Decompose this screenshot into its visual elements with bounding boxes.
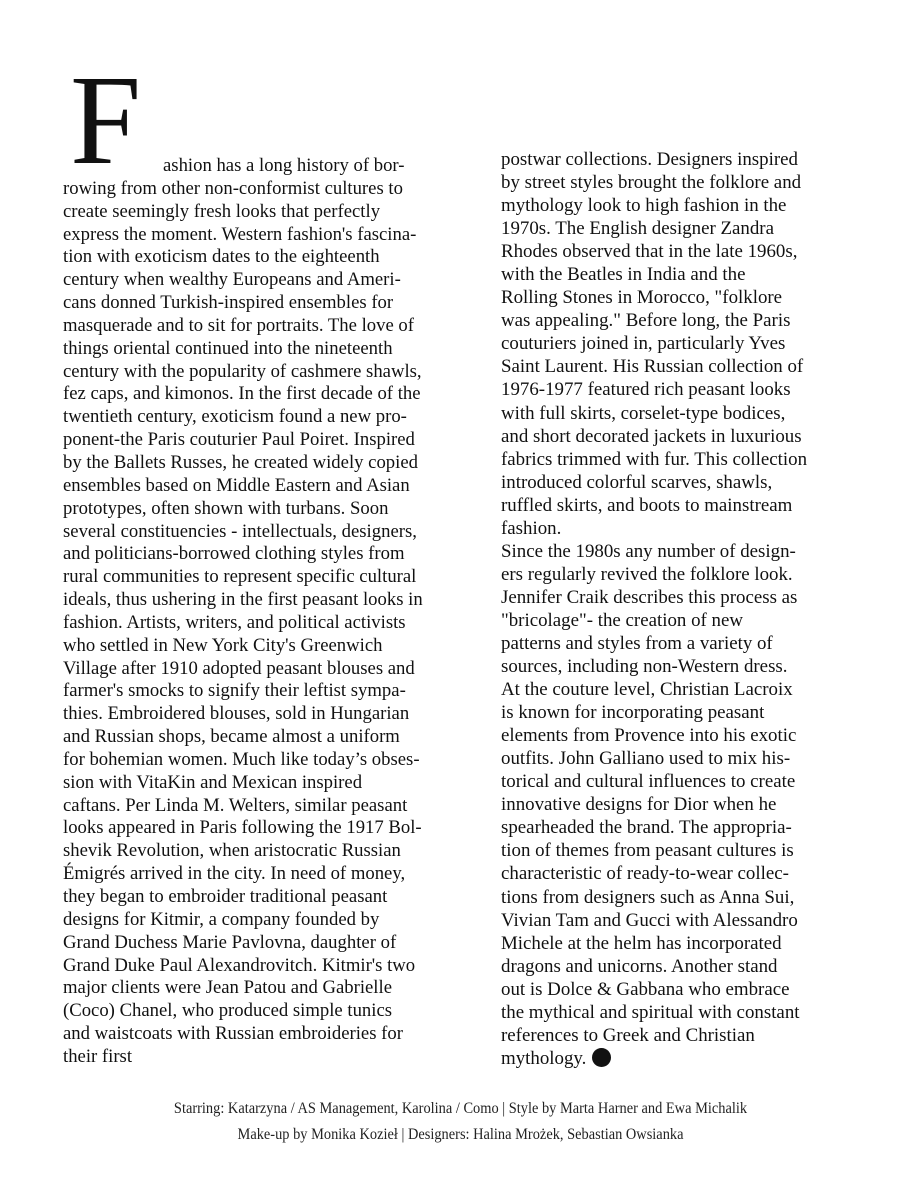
text-line: At the couture level, Christian Lacroix [501,679,793,701]
text-line: ideals, thus ushering in the first peasant looks in [63,589,423,611]
text-line: ers regularly revived the folklore look. [501,563,793,585]
text-line: is known for incorporating peasant [501,702,765,724]
text-line: tion of themes from peasant cultures is [501,840,794,862]
text-line: postwar collections. Designers inspired [501,149,798,170]
text-line: the mythical and spiritual with constant [501,1001,800,1023]
text-line: looks appeared in Paris following the 1917 Bol- [63,817,422,839]
drop-cap: F [70,49,142,191]
text-line: who settled in New York City's Greenwich [63,634,383,656]
text-line: fabrics trimmed with fur. This collection [501,448,808,470]
text-line: ensembles based on Middle Eastern and Asian [63,474,410,496]
text-line: (Coco) Chanel, who produced simple tunics [63,1000,393,1022]
text-line: Rhodes observed that in the late 1960s, [501,241,798,263]
text-line: Saint Laurent. His Russian collection of [501,356,804,378]
text-line: references to Greek and Christian [501,1024,755,1046]
text-line: 1976-1977 featured rich peasant looks [501,379,791,401]
text-line: and politicians-borrowed clothing styles from [63,543,405,565]
text-line: elements from Provence into his exotic [501,725,797,747]
text-line: and Russian shops, became almost a uniform [63,726,400,748]
text-line: fez caps, and kimonos. In the first decade of the [63,383,421,405]
text-line: century when wealthy Europeans and Ameri- [63,269,401,291]
text-line: introduced colorful scarves, shawls, [501,471,773,493]
text-line: spearheaded the brand. The appropria- [501,817,792,839]
text-line: Michele at the helm has incorporated [501,932,782,954]
text-line: prototypes, often shown with turbans. Soon [63,497,389,519]
text-line: Since the 1980s any number of design- [501,540,796,562]
credits-line-1: Starring: Katarzyna / AS Management, Karolina / Como | Style by Marta Harner and Ewa Michalik [173,1100,748,1117]
text-line: sources, including non-Western dress. [501,656,788,678]
text-line: express the moment. Western fashion's fascina- [63,223,417,245]
text-line: shevik Revolution, when aristocratic Russian [63,840,401,862]
text-line: Émigrés arrived in the city. In need of money, [63,863,406,885]
text-line: innovative designs for Dior when he [501,794,777,816]
text-line: several constituencies - intellectuals, designers, [63,520,417,542]
text-line: their first [63,1045,133,1067]
text-line: Grand Duke Paul Alexandrovitch. Kitmir's two [63,954,416,976]
text-line: and waistcoats with Russian embroideries for [63,1023,403,1045]
text-line: ruffled skirts, and boots to mainstream [501,494,793,516]
text-line: rural communities to represent specific cultural [63,566,417,588]
text-line: with the Beatles in India and the [501,264,746,286]
text-line: patterns and styles from a variety of [501,632,773,654]
text-line: ponent-the Paris couturier Paul Poiret. Inspired [63,429,415,451]
text-line: Vivian Tam and Gucci with Alessandro [501,909,798,931]
text-line: and short decorated jackets in luxurious [501,425,802,447]
text-line: tion with exoticism dates to the eighteenth [63,246,380,268]
text-line: "bricolage"- the creation of new [501,609,743,631]
text-line: century with the popularity of cashmere shawls, [63,360,422,382]
text-line: out is Dolce & Gabbana who embrace [501,978,790,1000]
text-line: was appealing." Before long, the Paris [501,310,791,332]
text-line: mythology. [501,1047,807,1070]
left-column [63,155,423,1069]
text-line: cans donned Turkish-inspired ensembles for [63,292,394,314]
right-column [501,148,807,1070]
text-line: Village after 1910 adopted peasant blouses and [63,657,415,679]
text-line: tions from designers such as Anna Sui, [501,886,795,908]
end-mark-icon [592,1048,611,1067]
text-line: things oriental continued into the nineteenth [63,337,393,359]
text-line: for bohemian women. Much like today’s obses- [63,748,420,770]
text-line: create seemingly fresh looks that perfectly [63,200,381,222]
text-line: mythology look to high fashion in the [501,195,787,217]
text-line: dragons and unicorns. Another stand [501,955,778,977]
text-line: sion with VitaKin and Mexican inspired [63,771,363,793]
text-line: Jennifer Craik describes this process as [501,586,798,608]
text-line: fashion. Artists, writers, and political activists [63,611,406,633]
text-line: designs for Kitmir, a company founded by [63,908,380,930]
text-line: farmer's smocks to signify their leftist sympa- [63,680,406,702]
text-line: characteristic of ready-to-wear collec- [501,863,789,885]
text-line: with full skirts, corselet-type bodices, [501,402,786,424]
credits-line-2: Make-up by Monika Kozieł | Designers: Halina Mrożek, Sebastian Owsianka [237,1126,684,1143]
text-line: ashion has a long history of bor- [163,155,405,176]
text-line: major clients were Jean Patou and Gabrielle [63,977,392,999]
text-line: twentieth century, exoticism found a new pro- [63,406,407,428]
text-line: rowing from other non-conformist cultures to [63,177,403,199]
text-line: Grand Duchess Marie Pavlovna, daughter of [63,931,397,953]
text-line: fashion. [501,517,562,539]
text-line: outfits. John Galliano used to mix his- [501,748,791,770]
text-line: masquerade and to sit for portraits. The love of [63,314,414,336]
text-line: 1970s. The English designer Zandra [501,218,774,240]
text-line: by street styles brought the folklore and [501,172,802,194]
text-line: caftans. Per Linda M. Welters, similar peasant [63,794,408,816]
text-line: couturiers joined in, particularly Yves [501,333,786,355]
text-line: torical and cultural influences to create [501,771,796,793]
text-line: thies. Embroidered blouses, sold in Hungarian [63,703,410,725]
text-line: they began to embroider traditional peasant [63,886,388,907]
text-line: Rolling Stones in Morocco, "folklore [501,287,783,309]
text-line: by the Ballets Russes, he created widely copied [63,451,418,473]
